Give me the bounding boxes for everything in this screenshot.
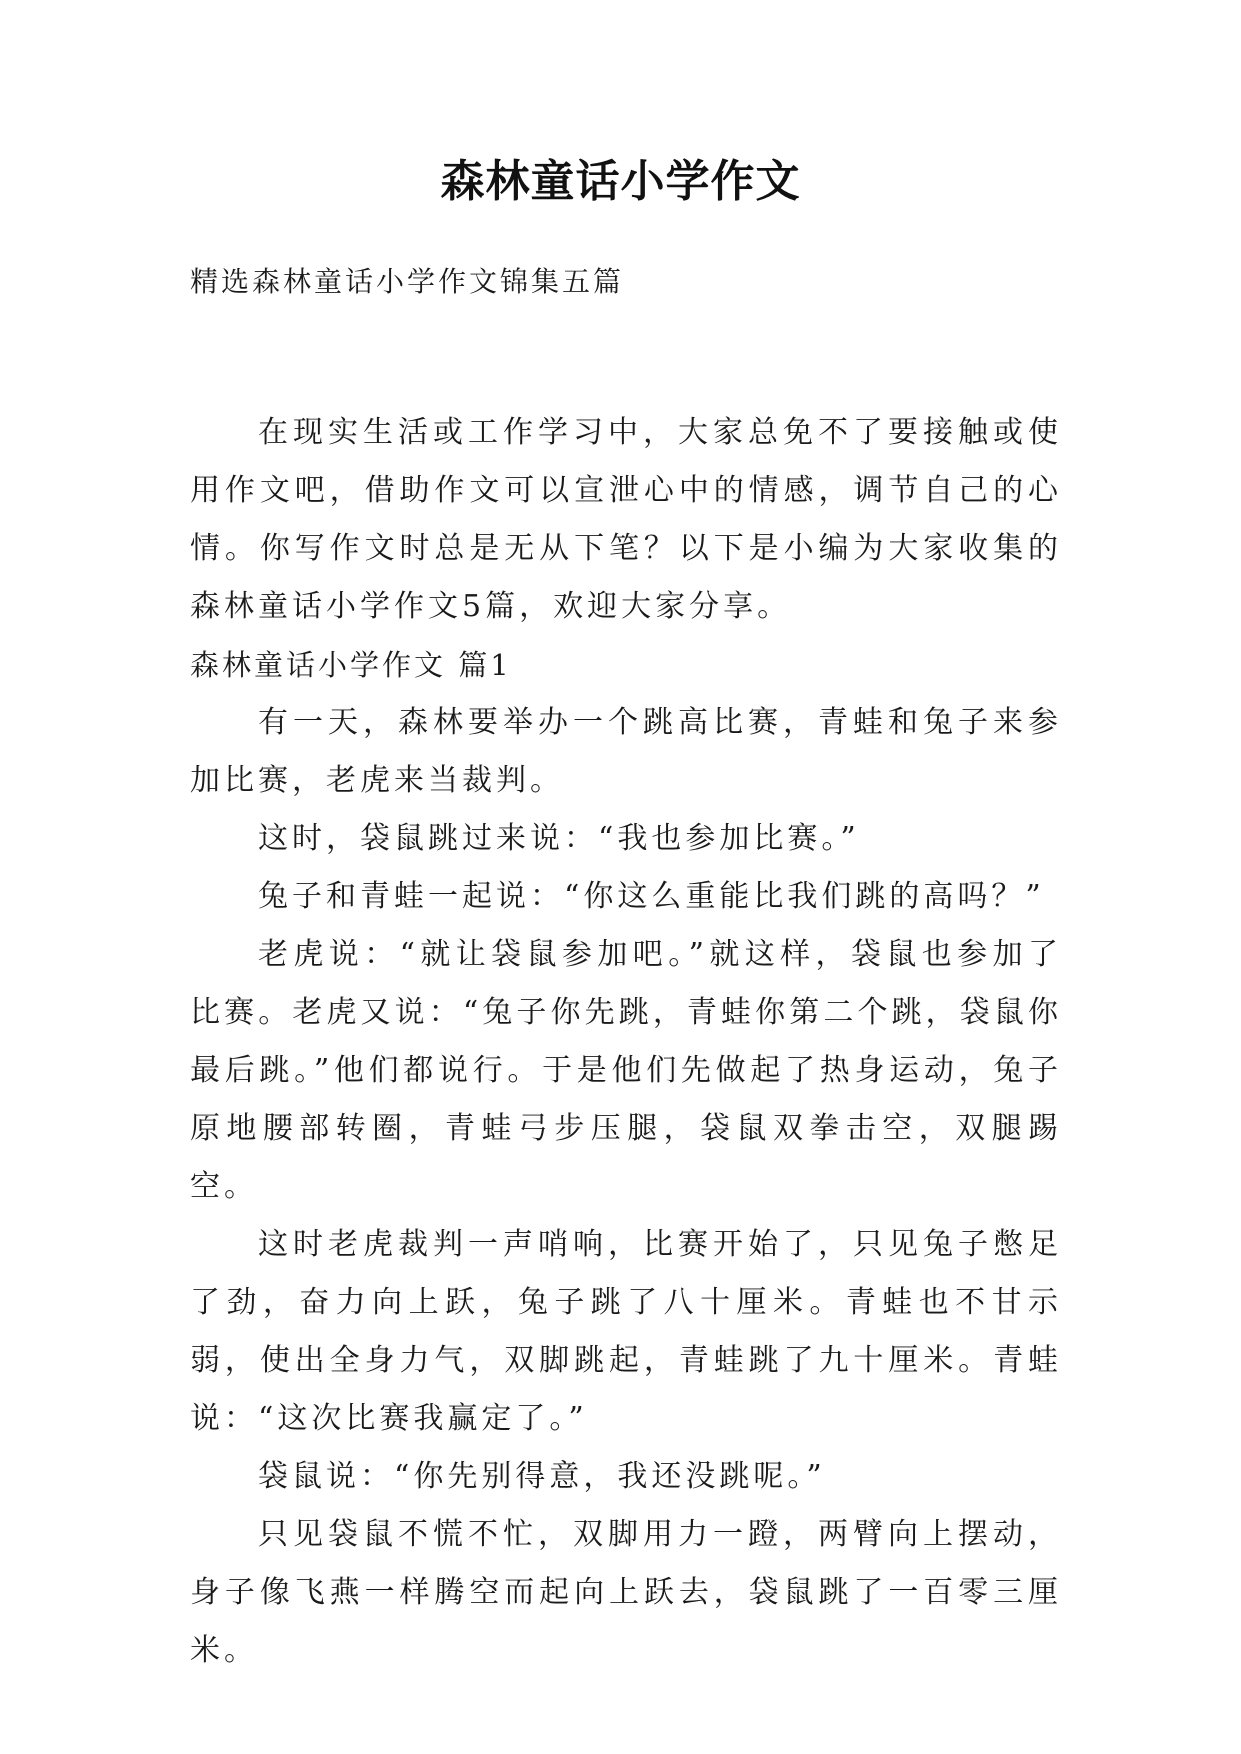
document-title: 森林童话小学作文 [440,156,801,207]
body-paragraph: 只见袋鼠不慌不忙，双脚用力一蹬，两臂向上摆动，身子像飞燕一样腾空而起向上跃去，袋鼠跳了一百零三厘米。 [190,1517,1062,1668]
body-paragraph: 兔子和青蛙一起说：“你这么重能比我们跳的高吗？” [258,879,1045,914]
document-subtitle: 精选森林童话小学作文锦集五篇 [190,265,625,298]
section-heading: 森林童话小学作文 篇1 [190,648,512,682]
body-paragraph: 有一天，森林要举办一个跳高比赛，青蛙和兔子来参加比赛，老虎来当裁判。 [190,705,1062,798]
document-body [190,404,1062,1680]
body-paragraph: 这时老虎裁判一声哨响，比赛开始了，只见兔子憋足了劲，奋力向上跃，兔子跳了八十厘米。青蛙也不甘示弱，使出全身力气，双脚跳起，青蛙跳了九十厘米。青蛙说：“这次比赛我赢定了。” [190,1227,1062,1436]
intro-paragraph: 在现实生活或工作学习中，大家总免不了要接触或使用作文吧，借助作文可以宣泄心中的情感，调节自己的心情。你写作文时总是无从下笔？以下是小编为大家收集的森林童话小学作文5篇，欢迎大家分享。 [190,415,1062,624]
body-paragraph: 老虎说：“就让袋鼠参加吧。”就这样，袋鼠也参加了比赛。老虎又说：“兔子你先跳，青蛙你第二个跳，袋鼠你最后跳。”他们都说行。于是他们先做起了热身运动，兔子原地腰部转圈，青蛙弓步压腿，袋鼠双拳击空，双腿踢空。 [190,937,1062,1204]
body-paragraph: 袋鼠说：“你先别得意，我还没跳呢。” [258,1459,826,1494]
body-paragraph: 这时，袋鼠跳过来说：“我也参加比赛。” [258,821,860,856]
